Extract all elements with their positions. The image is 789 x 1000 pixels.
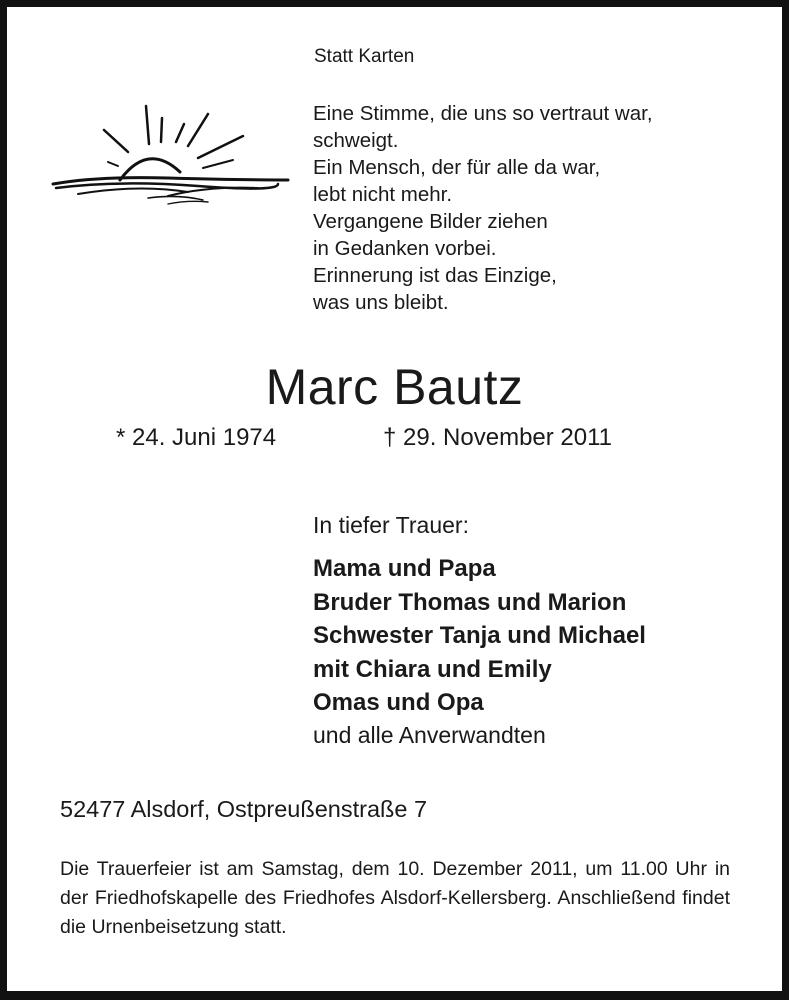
mourner-entry: Bruder Thomas und Marion [313, 588, 627, 616]
mourner-entry: mit Chiara und Emily [313, 655, 552, 683]
poem-line: Erinnerung ist das Einzige, [313, 264, 557, 287]
mourner-entry: Omas und Opa [313, 689, 484, 716]
mourning-label: In tiefer Trauer: [313, 512, 469, 538]
mourner-entry: Mama und Papa [313, 555, 496, 582]
poem-line: in Gedanken vorbei. [313, 237, 497, 260]
header-text: Statt Karten [314, 46, 415, 67]
mourners-list [313, 552, 646, 720]
poem-line: Eine Stimme, die uns so vertraut war, [313, 102, 653, 125]
poem-line: Ein Mensch, der für alle da war, [313, 156, 601, 179]
relatives-line: und alle Anverwandten [313, 722, 546, 748]
deceased-name: Marc Bautz [265, 359, 524, 415]
poem-line: lebt nicht mehr. [313, 183, 453, 206]
mourner-entry: Schwester Tanja und Michael [313, 622, 646, 649]
memorial-poem [313, 100, 653, 316]
setting-sun-icon [48, 98, 293, 218]
poem-line: schweigt. [313, 129, 399, 152]
family-address: 52477 Alsdorf, Ostpreußenstraße 7 [60, 796, 428, 822]
funeral-notice: Die Trauerfeier ist am Samstag, dem 10. Dezember 2011, um 11.00 Uhr in der Friedhofskapelle des Friedhofes Alsdorf-Kellersberg. Anschließend findet die Urnenbeisetzung statt. [60, 858, 730, 938]
poem-line: Vergangene Bilder ziehen [313, 210, 548, 233]
birth-date: * 24. Juni 1974 [116, 424, 277, 451]
death-date: † 29. November 2011 [383, 424, 613, 451]
poem-line: was uns bleibt. [313, 291, 449, 314]
